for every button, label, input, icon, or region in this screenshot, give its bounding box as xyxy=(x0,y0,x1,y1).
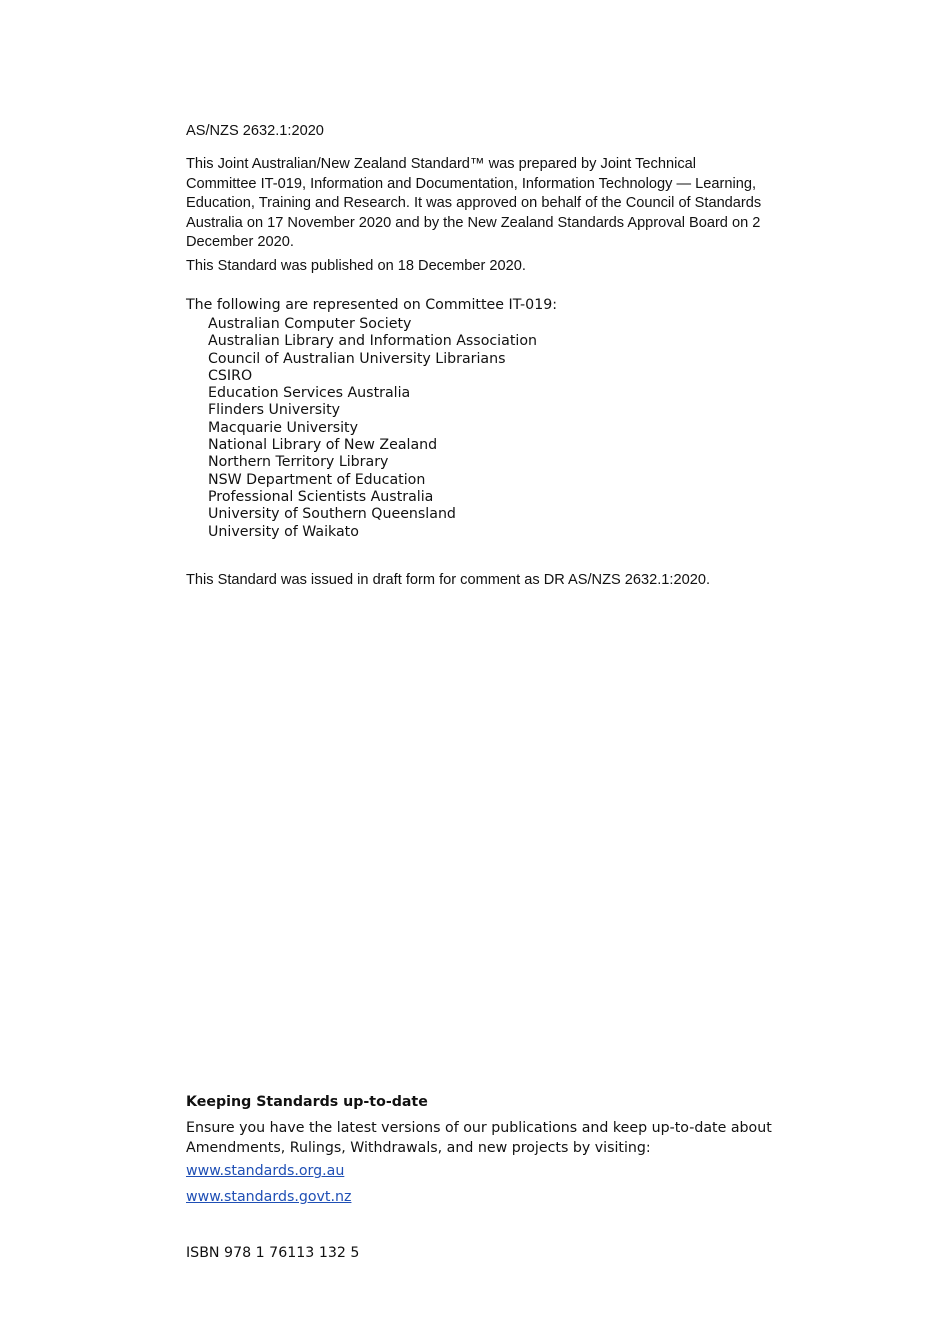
committee-member: CSIRO xyxy=(208,367,253,384)
committee-member-list xyxy=(208,316,557,541)
standards-au-link[interactable]: www.standards.org.au xyxy=(186,1163,345,1179)
updates-text: Ensure you have the latest versions of our publications and keep up-to-date about Amendments, Rulings, Withdrawals, and new projects by visiting: xyxy=(186,1120,772,1156)
committee-member: Flinders University xyxy=(208,402,341,419)
committee-member: Education Services Australia xyxy=(208,385,411,402)
committee-member: Professional Scientists Australia xyxy=(208,488,434,505)
committee-member: Council of Australian University Librarians xyxy=(208,350,506,367)
committee-member: National Library of New Zealand xyxy=(208,437,438,454)
publication-date-text: This Standard was published on 18 December 2020. xyxy=(186,258,526,274)
committee-member: University of Waikato xyxy=(208,523,359,540)
committee-section xyxy=(186,296,557,541)
committee-intro: The following are represented on Committee IT-019: xyxy=(186,297,558,313)
committee-member: Macquarie University xyxy=(208,419,359,436)
updates-heading: Keeping Standards up-to-date xyxy=(186,1094,428,1110)
document-code: AS/NZS 2632.1:2020 xyxy=(186,123,324,139)
standards-nz-link[interactable]: www.standards.govt.nz xyxy=(186,1189,352,1205)
committee-member: University of Southern Queensland xyxy=(208,506,456,523)
isbn-text: ISBN 978 1 76113 132 5 xyxy=(186,1245,360,1261)
committee-member: Northern Territory Library xyxy=(208,454,389,471)
committee-member: NSW Department of Education xyxy=(208,471,426,488)
committee-member: Australian Library and Information Association xyxy=(208,333,537,350)
preparation-paragraph: This Joint Australian/New Zealand Standard™ was prepared by Joint Technical Committee IT-019, Information and Documentation, Information Technology — Learning, Education, Training and Research. It was approved on behalf of the Council of Standards Australia on 17 November 2020 and by the New Zealand Standards Approval Board on 2 December 2020. xyxy=(186,156,762,250)
committee-member: Australian Computer Society xyxy=(208,316,412,332)
draft-note: This Standard was issued in draft form for comment as DR AS/NZS 2632.1:2020. xyxy=(186,572,710,588)
